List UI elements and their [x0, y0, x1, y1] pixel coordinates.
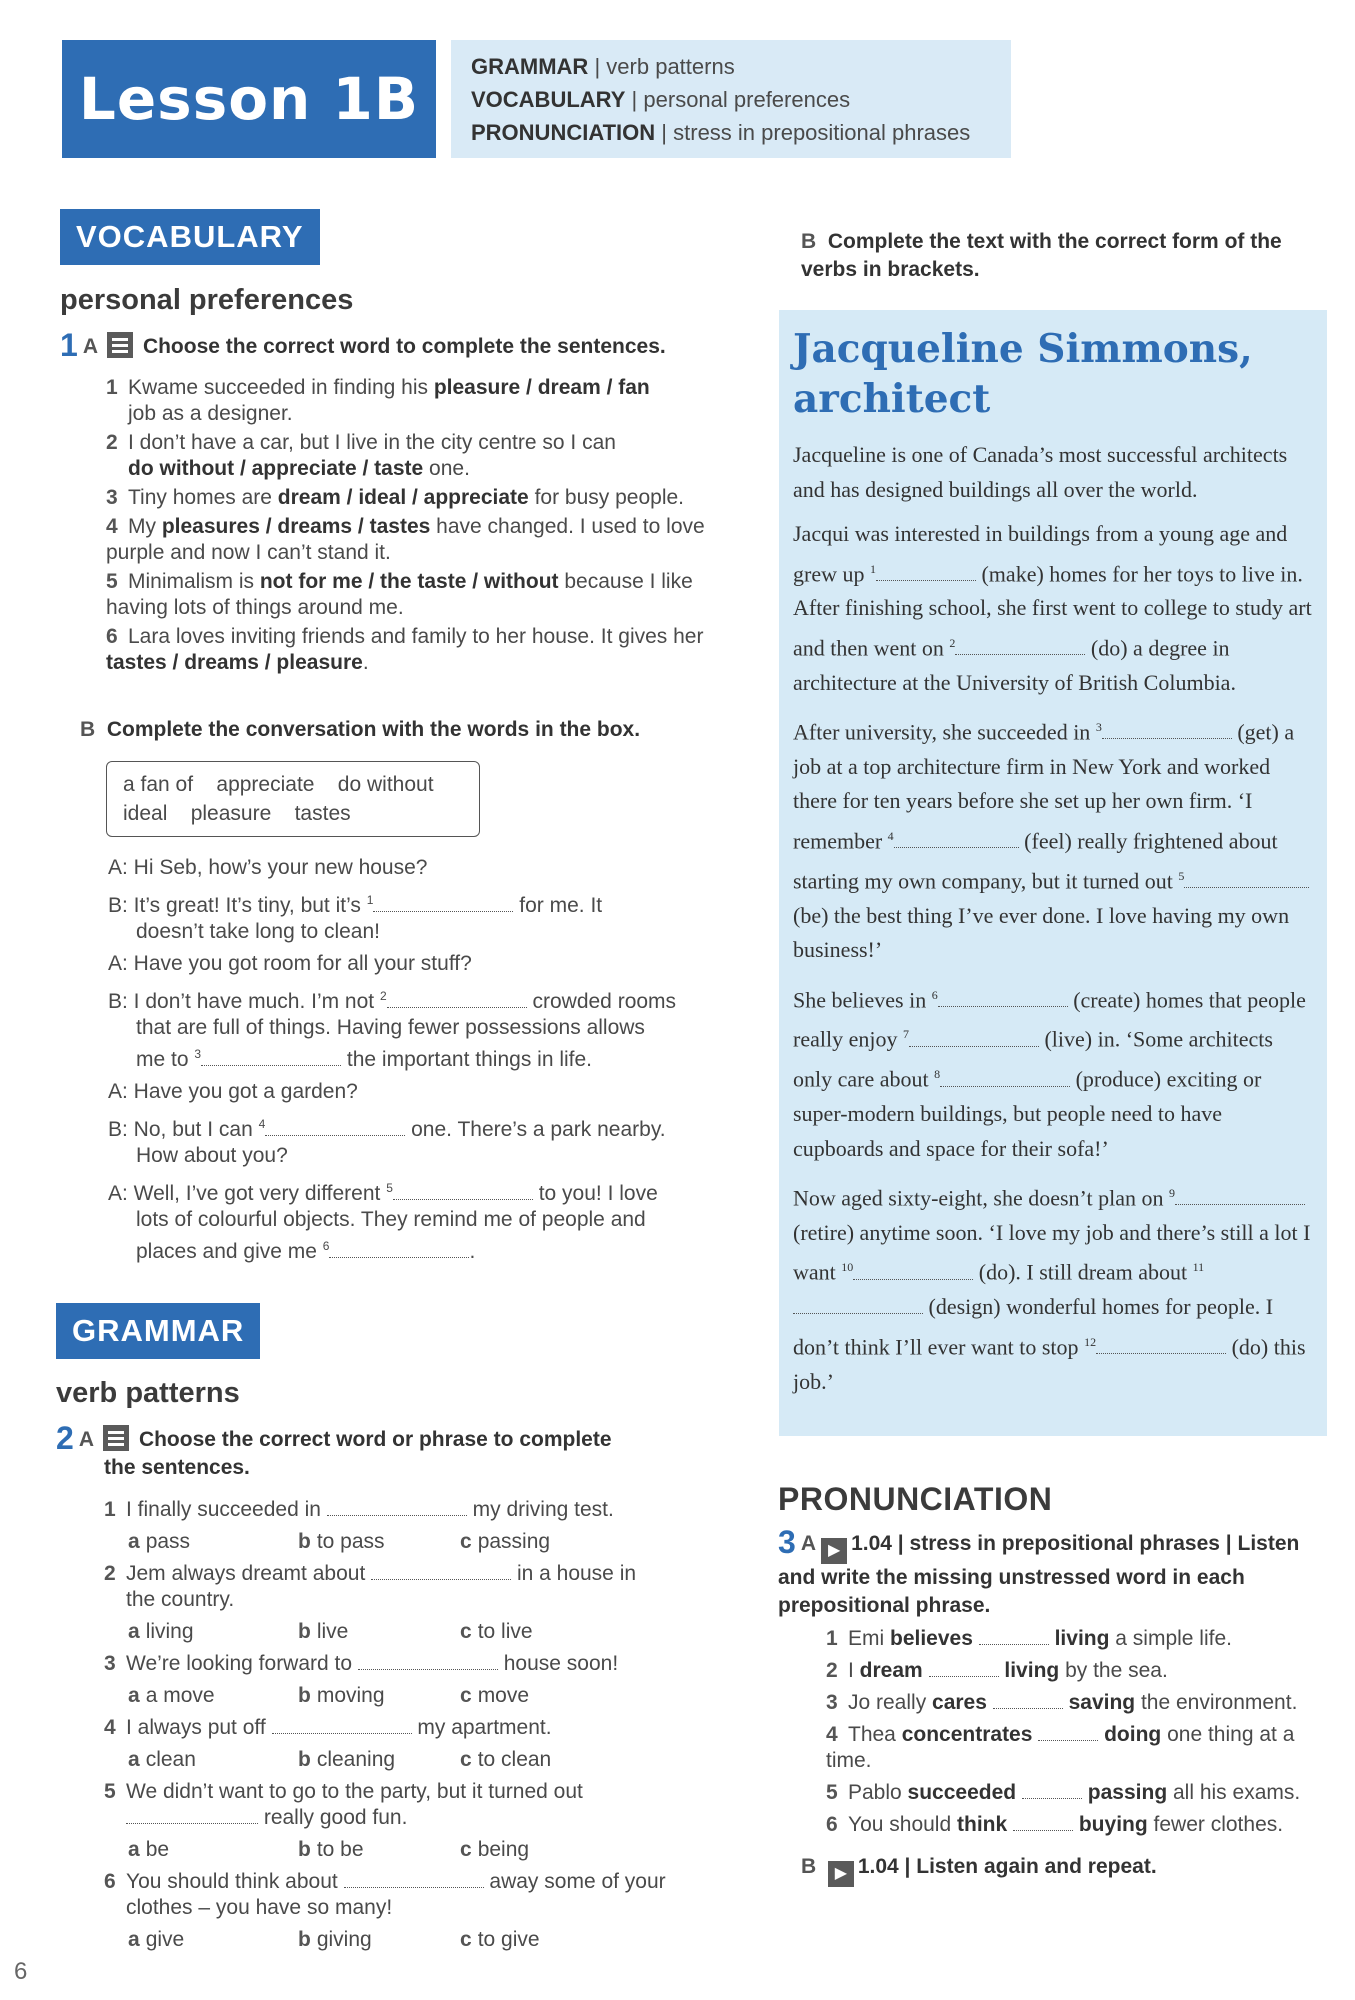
answer-gap[interactable] [929, 1659, 999, 1677]
list-item: 4 I always put off my apartment. [104, 1716, 552, 1739]
word-choice[interactable]: not for me / the taste / without [259, 570, 559, 593]
dialogue-line: A: Hi Seb, how’s your new house? [108, 856, 428, 879]
option-a[interactable]: a give [128, 1928, 185, 1951]
article-paragraph: Now aged sixty-eight, she doesn’t plan on $^9$ (retire) anytime soon. ‘I love my job and there’s still a lot I want $^{10}$ (do). I still dream about $^{11}$ (design) wonderful homes for people. I don’t think I’ll ever want to stop $^{12}$ (do) this job.’ [793, 1185, 1311, 1394]
article-paragraph: Jacqueline is one of Canada’s most successful architects and has designed buildings all over the world. [793, 442, 1288, 502]
list-item: 2 I don’t have a car, but I live in the city centre so I can do without / appreciate / taste one. [106, 431, 616, 480]
dialogue-line: B: I don’t have much. I’m not $^2$ crowded rooms that are full of things. Having fewer possessions allows me to $^3$ the important things in life. [108, 989, 677, 1071]
list-item: 5 Pablo succeeded passing all his exams. [826, 1781, 1301, 1804]
options-row [128, 1747, 724, 1773]
options-row [128, 1619, 724, 1645]
option-c[interactable]: c passing [460, 1530, 551, 1553]
worksheet-icon [107, 332, 133, 358]
answer-gap[interactable] [1102, 721, 1232, 739]
option-b[interactable]: b live [298, 1620, 349, 1643]
answer-gap[interactable] [371, 1562, 511, 1580]
word-choice[interactable]: pleasures / dreams / tastes [161, 515, 431, 538]
article-paragraph: She believes in $^6$ (create) homes that people really enjoy $^7$ (live) in. ‘Some architects only care about $^8$ (produce) exciting or super-modern buildings, but people need to have cupboards and space for their sofa!’ [793, 986, 1306, 1161]
list-item: 6 You should think about away some of your clothes – you have so many! [104, 1870, 666, 1919]
reading-panel [779, 310, 1327, 1436]
option-a[interactable]: a be [128, 1838, 170, 1861]
exercise-reading-instruction: B Complete the text with the correct form of the verbs in brackets. [801, 230, 1282, 281]
article-paragraph: Jacqui was interested in buildings from a young age and grew up $^1$ (make) homes for her toys to live in. After finishing school, she first went to college to study art and then went on $^2$ (do) a degree in architecture at the University of British Columbia. [793, 521, 1312, 695]
answer-gap[interactable] [876, 563, 976, 581]
lesson-title: Lesson 1B [62, 40, 436, 158]
focus-grammar: GRAMMAR | verb patterns [471, 54, 735, 79]
exercise-3a-items [826, 1626, 1336, 1838]
option-c[interactable]: c to live [460, 1620, 533, 1643]
list-item: 2 I dream living by the sea. [826, 1659, 1168, 1682]
answer-gap[interactable] [1022, 1781, 1082, 1799]
word-choice[interactable]: do without / appreciate / taste [128, 457, 424, 480]
exercise-1b-instruction: B Complete the conversation with the words in the box. [80, 718, 641, 741]
option-a[interactable]: a living [128, 1620, 194, 1643]
answer-gap[interactable] [979, 1627, 1049, 1645]
exercise-1a-items [106, 375, 726, 679]
answer-gap[interactable] [265, 1118, 405, 1136]
option-b[interactable]: b cleaning [298, 1748, 396, 1771]
options-row [128, 1837, 724, 1863]
grammar-section-tab: GRAMMAR [56, 1303, 260, 1359]
audio-play-icon[interactable]: ▶ [821, 1538, 847, 1564]
option-c[interactable]: c being [460, 1838, 530, 1861]
dialogue-line: A: Well, I’ve got very different $^5$ to you! I love lots of colourful objects. They remind me of people and places and give me $^6$ . [108, 1181, 658, 1263]
vocabulary-section-tab: VOCABULARY [60, 209, 320, 265]
list-item: 4 Thea concentrates doing one thing at a time. [826, 1723, 1295, 1772]
option-b[interactable]: b to be [298, 1838, 364, 1861]
option-c[interactable]: c to give [460, 1928, 540, 1951]
answer-gap[interactable] [909, 1029, 1039, 1047]
answer-gap[interactable] [272, 1716, 412, 1734]
article-paragraph: After university, she succeeded in $^3$ (get) a job at a top architecture firm in New York and worked there for ten years before she set up her own firm. ‘I remember $^4$ (feel) really frightened about starting my own company, but it turned out $^5$ (be) the best thing I’ve ever done. I love having my own business!’ [793, 710, 1313, 967]
exercise-3a-instruction: 3 A ▶ 1.04 | stress in prepositional phrases | Listen and write the missing unstressed word in each prepositional phrase. [778, 1524, 1300, 1617]
option-a[interactable]: a clean [128, 1748, 196, 1771]
option-c[interactable]: c to clean [460, 1748, 552, 1771]
dialogue-line: A: Have you got a garden? [108, 1080, 358, 1103]
dialogue-line: A: Have you got room for all your stuff? [108, 952, 472, 975]
answer-gap[interactable] [1013, 1813, 1073, 1831]
options-row [128, 1683, 724, 1709]
word-box: a fan of appreciate do without ideal pleasure tastes [106, 761, 480, 837]
worksheet-icon [103, 1425, 129, 1451]
answer-gap[interactable] [344, 1870, 484, 1888]
word-choice[interactable]: tastes / dreams / pleasure [106, 651, 363, 674]
list-item: 3 We’re looking forward to house soon! [104, 1652, 619, 1675]
answer-gap[interactable] [793, 1296, 923, 1314]
answer-gap[interactable] [894, 830, 1019, 848]
word-choice[interactable]: dream / ideal / appreciate [277, 486, 529, 509]
answer-gap[interactable] [201, 1048, 341, 1066]
answer-gap[interactable] [373, 894, 513, 912]
vocabulary-subhead: personal preferences [60, 284, 354, 316]
exercise-2a-items [104, 1497, 724, 1959]
list-item: 3 Tiny homes are dream / ideal / appreciate for busy people. [106, 486, 684, 509]
list-item: 5 We didn’t want to go to the party, but it turned out really good fun. [104, 1780, 583, 1829]
option-a[interactable]: a a move [128, 1684, 215, 1707]
list-item: 4 My pleasures / dreams / tastes have changed. I used to love purple and now I can’t stand it. [106, 515, 705, 564]
option-b[interactable]: b moving [298, 1684, 385, 1707]
exercise-1a-instruction: 1 A Choose the correct word to complete the sentences. [60, 327, 666, 363]
list-item: 3 Jo really cares saving the environment. [826, 1691, 1298, 1714]
option-b[interactable]: b to pass [298, 1530, 385, 1553]
answer-gap[interactable] [126, 1806, 258, 1824]
answer-gap[interactable] [1038, 1723, 1098, 1741]
answer-gap[interactable] [955, 637, 1085, 655]
list-item: 1 I finally succeeded in my driving test. [104, 1498, 614, 1521]
answer-gap[interactable] [1175, 1187, 1305, 1205]
word-choice[interactable]: pleasure / dream / fan [433, 376, 650, 399]
option-b[interactable]: b giving [298, 1928, 372, 1951]
conversation [108, 855, 728, 1265]
lesson-focus-panel [451, 40, 1011, 158]
dialogue-line: B: It’s great! It’s tiny, but it’s $^1$ for me. It doesn’t take long to clean! [108, 893, 603, 943]
list-item: 6 Lara loves inviting friends and family to her house. It gives her tastes / dreams / pleasure. [106, 625, 704, 674]
option-a[interactable]: a pass [128, 1530, 191, 1553]
dialogue-line: B: No, but I can $^4$ one. There’s a park nearby. How about you? [108, 1117, 666, 1167]
focus-pronunciation: PRONUNCIATION | stress in prepositional phrases [471, 120, 971, 145]
answer-gap[interactable] [938, 989, 1068, 1007]
pronunciation-heading: PRONUNCIATION [778, 1481, 1053, 1517]
option-c[interactable]: c move [460, 1684, 530, 1707]
options-row [128, 1529, 724, 1555]
options-row [128, 1927, 724, 1953]
list-item: 1 Kwame succeeded in finding his pleasure / dream / fan job as a designer. [106, 376, 650, 425]
answer-gap[interactable] [358, 1652, 498, 1670]
answer-gap[interactable] [853, 1262, 973, 1280]
list-item: 1 Emi believes living a simple life. [826, 1627, 1232, 1650]
answer-gap[interactable] [1184, 870, 1309, 888]
focus-vocabulary: VOCABULARY | personal preferences [471, 87, 851, 112]
page-number: 6 [14, 1958, 28, 1985]
list-item: 5 Minimalism is not for me / the taste / without because I like having lots of things around me. [106, 570, 693, 619]
article-title: Jacqueline Simmons, architect [793, 326, 1253, 422]
grammar-subhead: verb patterns [56, 1377, 240, 1409]
list-item: 2 Jem always dreamt about in a house in the country. [104, 1562, 637, 1611]
answer-gap[interactable] [387, 990, 527, 1008]
answer-gap[interactable] [327, 1498, 467, 1516]
exercise-2a-instruction: 2 A Choose the correct word or phrase to complete the sentences. [56, 1420, 612, 1479]
answer-gap[interactable] [329, 1240, 469, 1258]
list-item: 6 You should think buying fewer clothes. [826, 1813, 1284, 1836]
answer-gap[interactable] [993, 1691, 1063, 1709]
answer-gap[interactable] [1096, 1336, 1226, 1354]
answer-gap[interactable] [393, 1182, 533, 1200]
audio-play-icon[interactable]: ▶ [828, 1861, 854, 1887]
answer-gap[interactable] [940, 1069, 1070, 1087]
exercise-3b-instruction: B ▶ 1.04 | Listen again and repeat. [801, 1853, 1157, 1887]
